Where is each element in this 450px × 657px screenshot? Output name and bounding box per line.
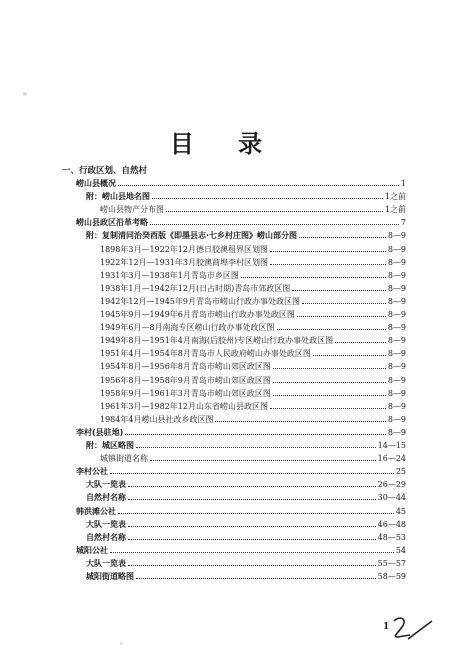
toc-entry-page: 1 (400, 179, 406, 188)
toc-entry (100, 257, 406, 268)
toc-entry-label: 城阳公社 (76, 545, 108, 555)
toc-entry-page: 8—9 (387, 296, 406, 306)
toc-entry (100, 361, 406, 372)
toc-leader-dots (166, 211, 383, 212)
toc-entry (100, 388, 406, 399)
toc-entry-label: 自然村名称 (86, 532, 126, 542)
toc-leader-dots (118, 513, 394, 514)
toc-entry-label: 1954年8月—1956年8月青岛市崂山郊区政区图 (100, 362, 271, 372)
toc-entry (86, 519, 406, 530)
toc-entry-page: 8—9 (387, 283, 406, 293)
toc-entry-page: 8—9 (387, 427, 406, 437)
toc-leader-dots (335, 342, 386, 343)
toc-entry-page: 8—9 (387, 310, 406, 319)
toc-leader-dots (118, 185, 399, 186)
toc-entry-page: 16—24 (377, 454, 406, 464)
toc-leader-dots (125, 434, 386, 435)
page-title: 目 录 (169, 130, 281, 158)
toc-entry-page: 8—9 (387, 244, 406, 254)
toc-entry-page: 58—59 (377, 572, 406, 581)
toc-entry-page: 8—9 (387, 231, 406, 241)
toc-entry (100, 322, 406, 333)
toc-entry-label: 城阳街道略图 (86, 572, 134, 581)
toc-entry-label: 1922年12月—1931年3月胶澳商埠李村区划图 (100, 257, 268, 267)
toc-leader-dots (302, 303, 386, 304)
toc-entry-label: 崂山县物产分布图 (100, 205, 164, 215)
toc-entry-label: 1984年4月崂山县社改乡政区图 (100, 414, 214, 424)
toc-leader-dots (128, 539, 376, 540)
toc-entry (86, 230, 406, 241)
toc-entry-label: 城镇街道名称 (100, 454, 148, 464)
toc-leader-dots (128, 499, 376, 500)
section-heading: 一、行政区划、自然村 (62, 166, 148, 176)
toc-entry (86, 558, 406, 569)
toc-entry (76, 217, 406, 228)
toc-entry-page: 14—15 (377, 441, 406, 450)
toc-entry (86, 440, 406, 451)
toc-entry (100, 244, 406, 255)
toc-entry-label: 1961年3月—1982年12月山东省崂山县政区图 (100, 401, 268, 411)
toc-leader-dots (136, 578, 376, 579)
toc-entry-label: 1949年8月—1951年4月南海(后胶州)专区崂山行政办事处政区图 (100, 336, 334, 346)
toc-entry-page: 8—9 (387, 323, 406, 333)
toc-entry-label: 崂山县概况 (76, 179, 116, 188)
toc-entry-page: 8—9 (387, 257, 406, 267)
page-number: 1 (383, 622, 390, 632)
toc-entry-page: 8—9 (387, 388, 406, 398)
toc-entry (86, 479, 406, 490)
toc-entry-label: 大队一览表 (86, 480, 126, 490)
scan-speck (23, 92, 27, 96)
toc-leader-dots (136, 447, 376, 448)
toc-entry (100, 401, 406, 412)
toc-entry (76, 427, 406, 438)
toc-leader-dots (110, 552, 394, 553)
toc-entry-label: 1951年4月—1954年8月青岛市人民政府崂山办事处政区图 (100, 349, 311, 359)
toc-entry-label: 附：崂山县地名图 (86, 192, 150, 202)
toc-entry (86, 532, 406, 543)
toc-entry (76, 506, 406, 517)
toc-entry-label: 1949年6月—8月南海专区崂山行政办事处政区图 (100, 323, 275, 333)
toc-entry-page: 7 (400, 218, 406, 228)
toc-entry (86, 571, 406, 582)
toc-leader-dots (270, 264, 386, 265)
toc-leader-dots (128, 565, 376, 566)
toc-leader-dots (150, 460, 376, 461)
scan-speck (120, 642, 123, 645)
toc-entry-label: 大队一览表 (86, 558, 126, 568)
toc-entry-label: 1942年12月—1945年9月青岛市崂山行政办事处政区图 (100, 296, 300, 306)
toc-entry (100, 283, 406, 294)
toc-leader-dots (270, 408, 386, 409)
toc-entry (76, 466, 406, 477)
toc-leader-dots (241, 277, 386, 278)
toc-entry (100, 270, 406, 281)
toc-entry-label: 1931年3月—1938年1月青岛市乡区图 (100, 270, 239, 280)
toc-entry-label: 大队一览表 (86, 519, 126, 529)
toc-entry (100, 414, 406, 425)
toc-entry (100, 453, 406, 464)
toc-leader-dots (313, 355, 386, 356)
handwritten-mark-icon (386, 615, 436, 641)
toc-entry-page: 25 (395, 467, 406, 477)
toc-entry-page: 45 (395, 506, 406, 516)
toc-entry (100, 296, 406, 307)
toc-leader-dots (273, 395, 386, 396)
toc-entry (76, 545, 406, 556)
toc-entry (100, 348, 406, 359)
toc-entry (76, 178, 406, 189)
toc-entry-page: 1之前 (384, 192, 406, 202)
toc-entry-page: 1之前 (384, 205, 406, 215)
toc-entry-label: 附：复制清同治癸酉版《即墨县志·七乡村庄图》崂山部分图 (86, 231, 298, 241)
toc-entry-label: 崂山县政区沿革考略 (76, 218, 148, 228)
toc-entry-page: 55—57 (377, 558, 406, 568)
toc-entry (100, 335, 406, 346)
toc-entry-label: 韩洪滩公社 (76, 506, 116, 516)
toc-leader-dots (110, 473, 394, 474)
toc-leader-dots (128, 486, 376, 487)
toc-leader-dots (273, 368, 386, 369)
toc-leader-dots (277, 329, 386, 330)
toc-entry (86, 191, 406, 202)
toc-leader-dots (270, 251, 386, 252)
toc-entry-page: 54 (395, 545, 406, 555)
toc-entry-page: 8—9 (387, 270, 406, 280)
toc-entry-page: 48—53 (377, 532, 406, 542)
toc-leader-dots (215, 421, 385, 422)
toc-entry-page: 26—29 (377, 480, 406, 490)
toc-entry-page: 46—48 (377, 519, 406, 529)
toc-leader-dots (297, 316, 386, 317)
toc-entry-label: 1945年9月—1949年6月青岛市崂山行政办事处政区图 (100, 310, 295, 319)
toc-leader-dots (299, 237, 386, 238)
toc-entry-label: 1958年9月—1961年3月青岛市崂山郊区政区图 (100, 388, 271, 398)
toc-entry-label: 1898年3月—1922年12月德日胶澳租界区划图 (100, 244, 268, 254)
toc-entry-page: 8—9 (387, 375, 406, 385)
toc-entry (100, 309, 406, 320)
toc-entry-label: 1956年8月—1958年9月青岛市崂山郊区政区图 (100, 375, 271, 385)
toc-entry-label: 李村(县驻地) (76, 427, 124, 437)
toc-leader-dots (152, 198, 383, 199)
toc-entry-page: 8—9 (387, 349, 406, 359)
toc-entry (100, 204, 406, 215)
toc-entry-page: 8—9 (387, 401, 406, 411)
toc-leader-dots (150, 224, 399, 225)
toc-entry-page: 30—44 (377, 493, 406, 503)
toc-entry-label: 自然村名称 (86, 493, 126, 503)
toc-leader-dots (273, 382, 386, 383)
toc-entry-page: 8—9 (387, 414, 406, 424)
toc-entry (86, 492, 406, 503)
toc-entry (100, 375, 406, 386)
toc-entry-page: 8—9 (387, 336, 406, 346)
toc-entry-label: 1938年1月—1942年12月(日占时期)青岛市郊政区图 (100, 283, 291, 293)
toc-leader-dots (292, 290, 386, 291)
toc-leader-dots (128, 526, 376, 527)
toc-entry-label: 李村公社 (76, 467, 108, 477)
toc-entry-label: 附：城区略图 (86, 441, 134, 450)
toc-entry-page: 8—9 (387, 362, 406, 372)
